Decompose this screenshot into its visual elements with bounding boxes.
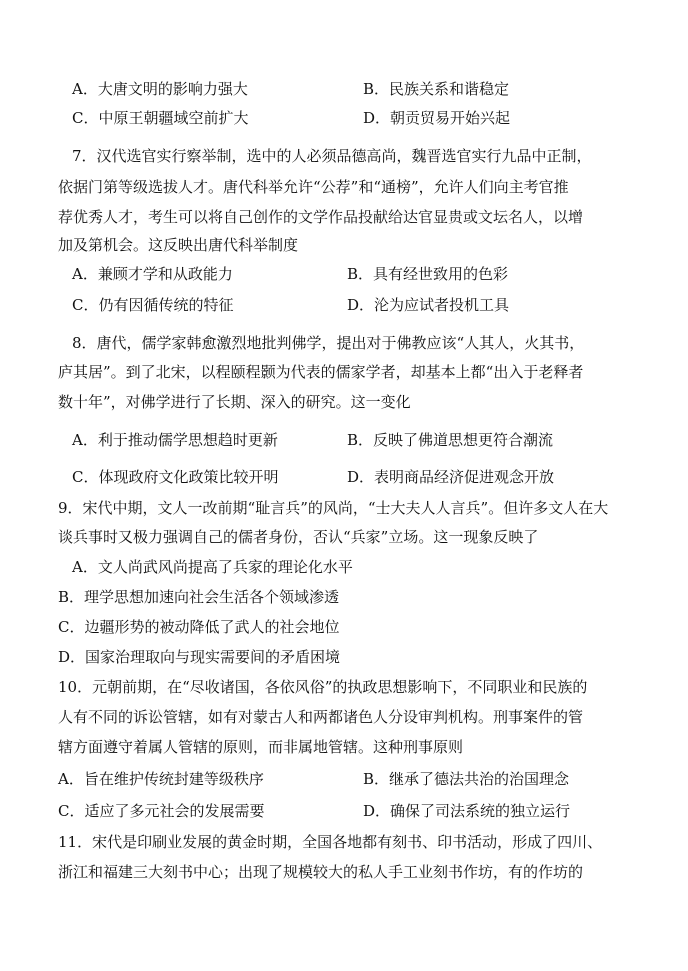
q7-option-a[interactable]: A．兼顾才学和从政能力 [72, 265, 233, 283]
q11-stem-line2: 浙江和福建三大刻书中心；出现了规模较大的私人手工业刻书作坊，有的作坊的 [58, 863, 584, 881]
q7-option-d[interactable]: D．沦为应试者投机工具 [347, 296, 510, 314]
q7-stem-line3: 荐优秀人才，考生可以将自己创作的文学作品投献给达官显贵或文坛名人，以增 [58, 208, 584, 226]
q7-stem-line4: 加及第机会。这反映出唐代科举制度 [58, 236, 299, 254]
q10-option-a[interactable]: A．旨在维护传统封建等级秩序 [58, 770, 264, 788]
q10-option-d[interactable]: D．确保了司法系统的独立运行 [363, 802, 571, 820]
q9-stem-line2: 谈兵事时又极力强调自己的儒者身份，否认“兵家”立场。这一现象反映了 [58, 528, 539, 546]
q7-option-b[interactable]: B．具有经世致用的色彩 [347, 265, 509, 283]
q9-option-b[interactable]: B．理学思想加速向社会生活各个领域渗透 [58, 588, 340, 606]
q7-stem-line2: 依据门第等级选拔人才。唐代科举允许“公荐”和“通榜”，允许人们向主考官推 [58, 178, 569, 196]
q8-option-a[interactable]: A．利于推动儒学思想趋时更新 [72, 431, 278, 449]
q9-option-d[interactable]: D．国家治理取向与现实需要间的矛盾困境 [58, 648, 341, 666]
q8-stem-line2: 庐其居”。到了北宋，以程颐程颢为代表的儒家学者，却基本上都“出入于老释者 [58, 363, 584, 381]
q7-stem-line1: 7．汉代选官实行察举制，选中的人必须品德高尚，魏晋选官实行九品中正制， [72, 147, 592, 165]
q10-stem-line2: 人有不同的诉讼管辖，如有对蒙古人和两都诸色人分设审判机构。刑事案件的管 [58, 708, 584, 726]
q10-stem-line1: 10．元朝前期，在“尽收诸国，各依风俗”的执政思想影响下，不同职业和民族的 [58, 678, 588, 696]
q7-option-c[interactable]: C．仍有因循传统的特征 [72, 296, 234, 314]
q6-option-d[interactable]: D．朝贡贸易开始兴起 [363, 109, 511, 127]
q8-option-d[interactable]: D．表明商品经济促进观念开放 [347, 468, 555, 486]
q11-stem-line1: 11．宋代是印刷业发展的黄金时期，全国各地都有刻书、印书活动，形成了四川、 [58, 833, 603, 851]
q9-stem-line1: 9．宋代中期，文人一改前期“耻言兵”的风尚，“士大夫人人言兵”。但许多文人在大 [58, 499, 609, 517]
q6-option-c[interactable]: C．中原王朝疆域空前扩大 [72, 109, 249, 127]
q9-option-a[interactable]: A．文人尚武风尚提高了兵家的理论化水平 [72, 558, 353, 576]
q8-stem-line3: 数十年”，对佛学进行了长期、深入的研究。这一变化 [58, 393, 411, 411]
q8-option-c[interactable]: C．体现政府文化政策比较开明 [72, 468, 279, 486]
q10-option-c[interactable]: C．适应了多元社会的发展需要 [58, 802, 265, 820]
q9-option-c[interactable]: C．边疆形势的被动降低了武人的社会地位 [58, 618, 340, 636]
q6-option-b[interactable]: B．民族关系和谐稳定 [363, 80, 510, 98]
q8-option-b[interactable]: B．反映了佛道思想更符合潮流 [347, 431, 554, 449]
q8-stem-line1: 8．唐代，儒学家韩愈激烈地批判佛学，提出对于佛教应该“人其人，火其书， [72, 334, 585, 352]
q6-option-a[interactable]: A．大唐文明的影响力强大 [72, 80, 248, 98]
q10-option-b[interactable]: B．继承了德法共治的治国理念 [363, 770, 570, 788]
q10-stem-line3: 辖方面遵守着属人管辖的原则，而非属地管辖。这种刑事原则 [58, 738, 464, 756]
